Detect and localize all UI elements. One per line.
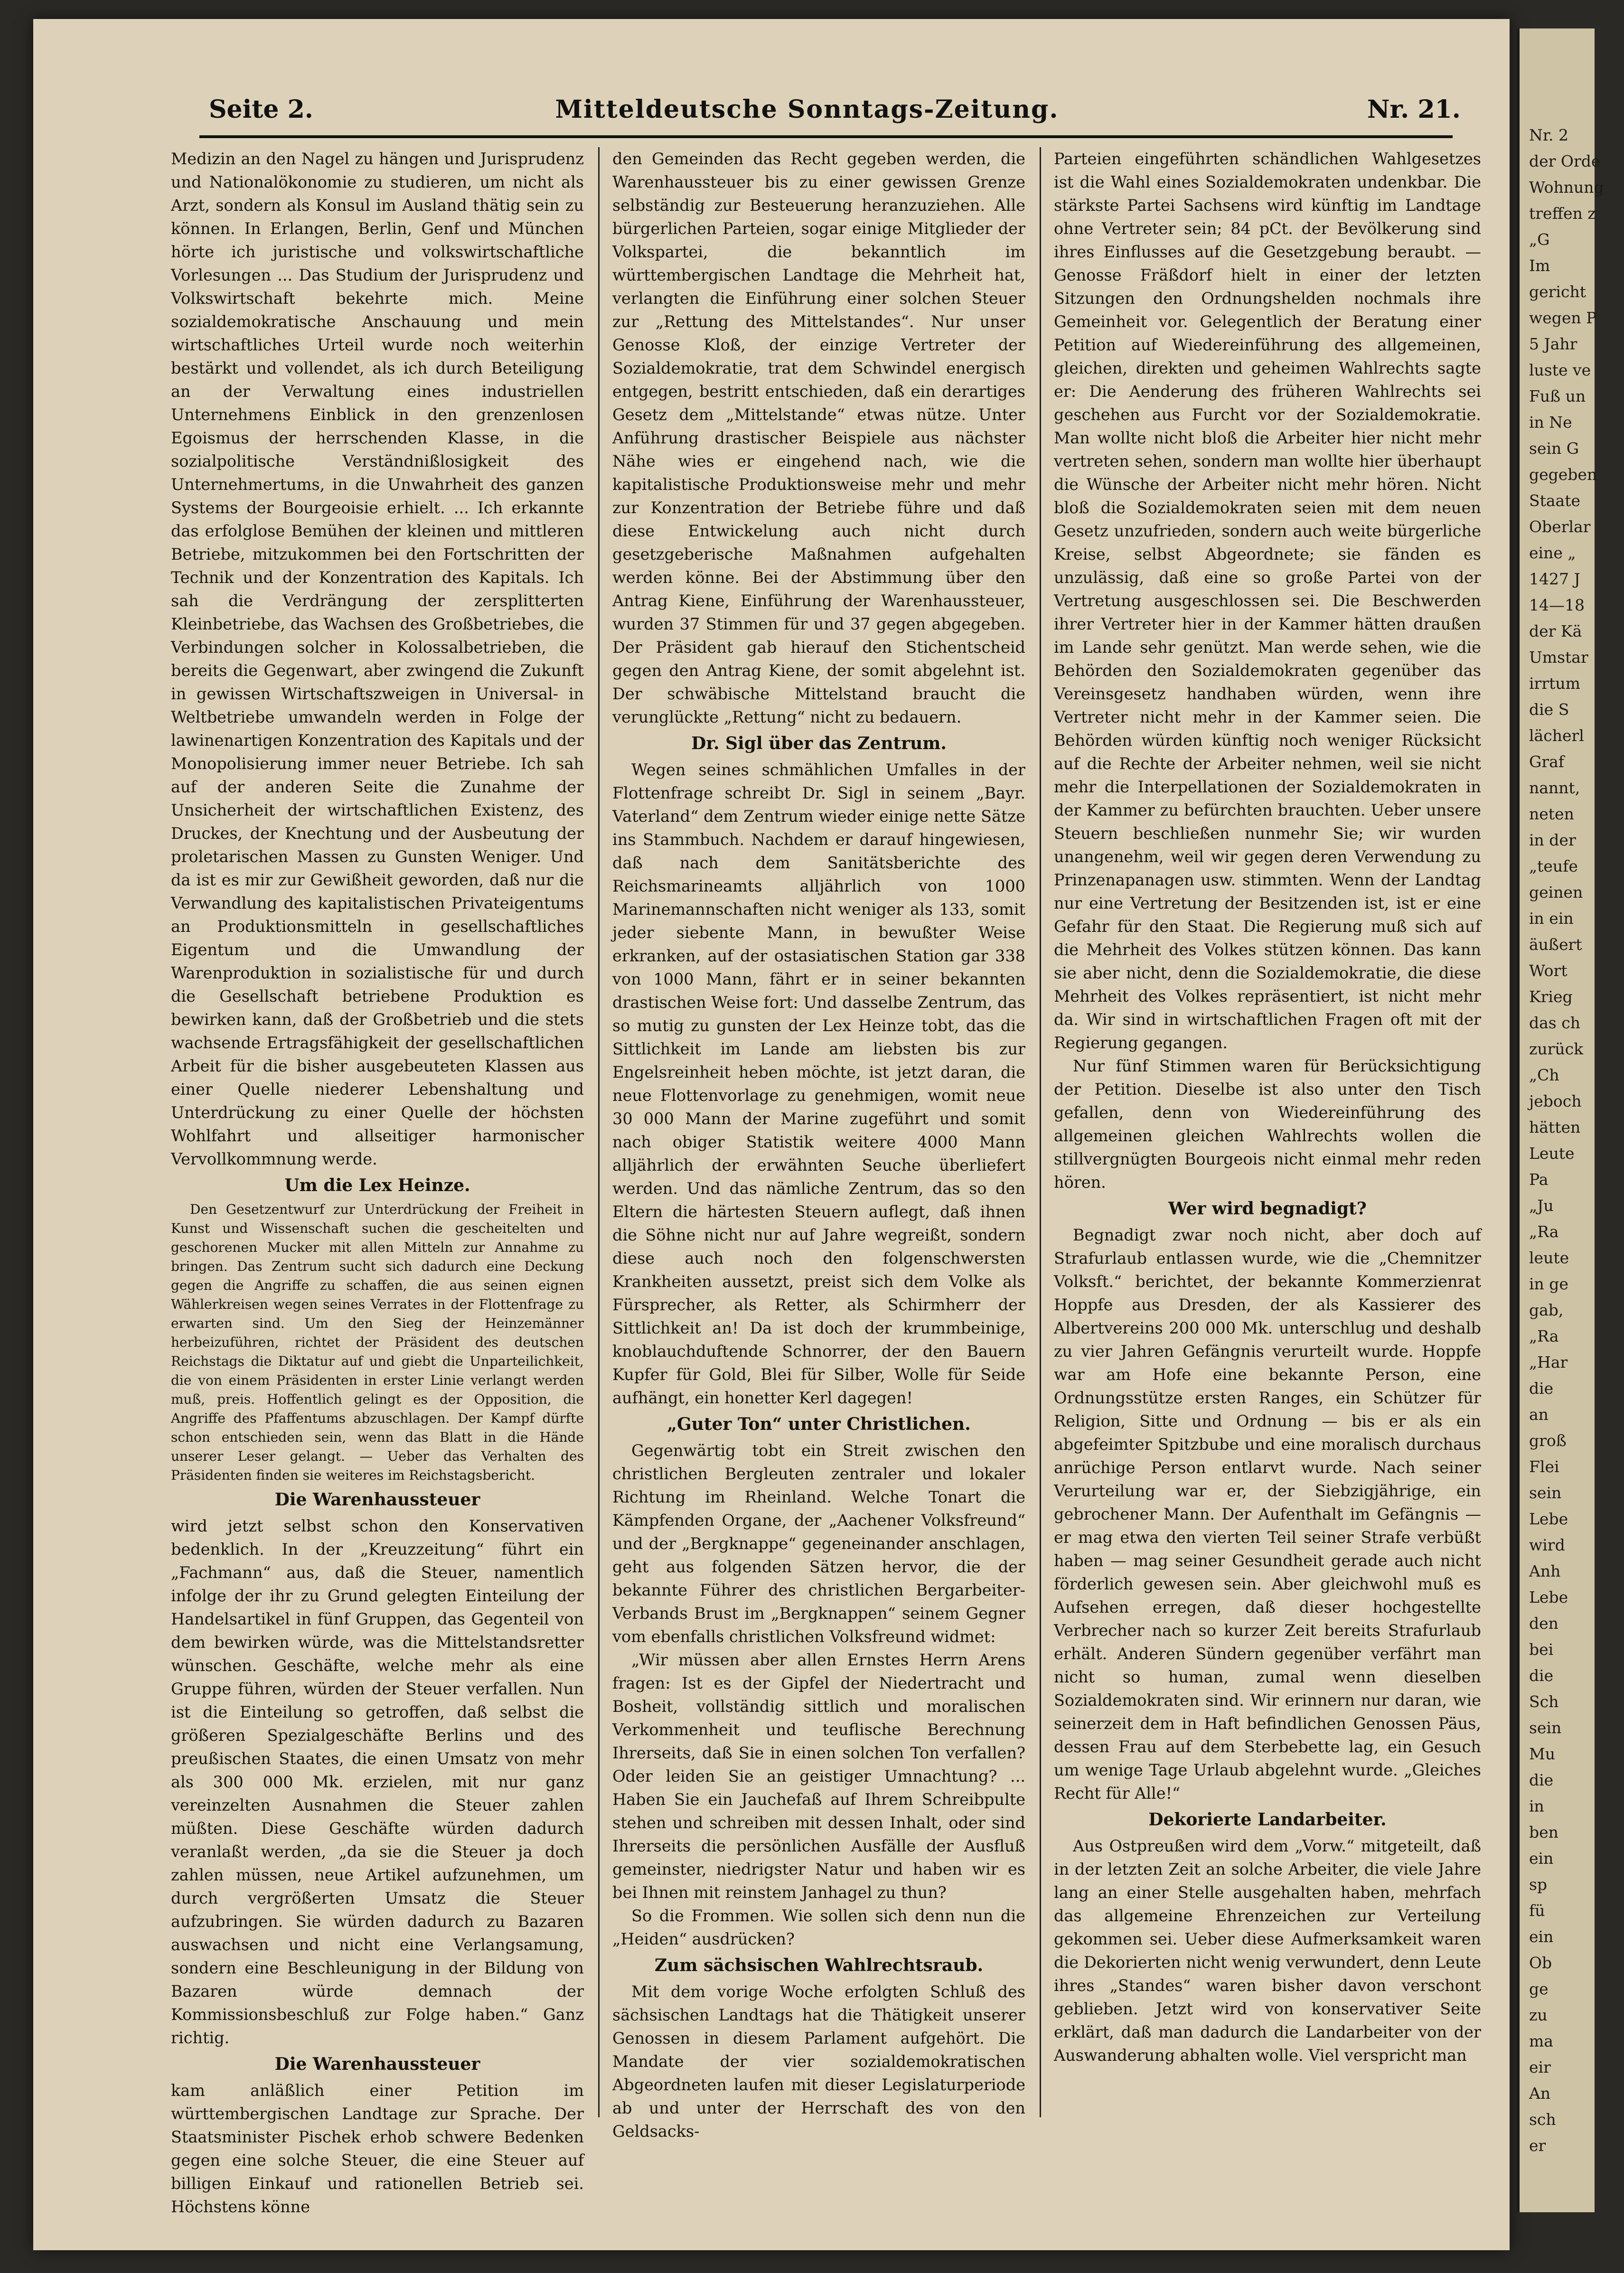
adjacent-page-fragment: sp — [1529, 1875, 1548, 1894]
header-rule — [199, 135, 1453, 138]
adjacent-page-fragment: Flei — [1529, 1457, 1559, 1476]
article-text: Aus Ostpreußen wird dem „Vorw.“ mitgeteilt, daß in der letzten Zeit an solche Arbeiter, die viele Jahre lang an einer Stelle ausgehalten haben, mehrfach das allgemeine Ehrenzeichen zur Verteilung gekommen sei. Ueber diese Aufmerksamkeit waren die Dekorierten nicht wenig verwundert, denn Leute ihres „Standes“ waren bisher davon verschont geblieben. Jetzt wird von konservativer Seite erklärt, daß man dadurch die Landarbeiter von der Auswanderung abhalten wolle. Viel verspricht man — [1054, 1837, 1481, 2065]
adjacent-page-fragment: ein — [1529, 1849, 1554, 1868]
article-text: wird jetzt selbst schon den Konservativen bedenklich. In der „Kreuzzeitung“ führt ein „Fachmann“ aus, daß die Steuer, namentlich infolge der ihr zu Grund gelegten Einteilung der Handelsartikel in fünf Gruppen, das Gegenteil von dem bewirken würde, was die Mittelstandsretter wünschen. Geschäfte, welche mehr als eine Gruppe führen, würden der Steuer verfallen. Nun ist die Einteilung so getroffen, daß selbst die größeren Spezialgeschäfte Berlins und des preußischen Staates, die einen Umsatz von mehr als 300 000 Mk. erzielen, mit nur ganz vereinzelten Ausnahmen die Steuer zahlen müßten. Diese Geschäfte würden dadurch veranlaßt werden, „da sie die Steuer ja doch zahlen müssen, neue Artikel aufzunehmen, um durch vergrößerten Umsatz die Steuer aufzubringen. Sie würden dadurch zu Bazaren auswachsen und nicht eine Verlangsamung, sondern eine Beschleunigung in der Bildung von Bazaren würde demnach der Kommissionsbeschluß zur Folge haben.“ Ganz richtig. — [171, 1517, 584, 2047]
adjacent-page-fragment: wegen P — [1529, 309, 1597, 327]
adjacent-page-fragment: ein — [1529, 1927, 1554, 1946]
adjacent-page-fragment: an — [1529, 1405, 1549, 1424]
adjacent-page-fragment: Im — [1529, 256, 1550, 275]
article-text: So die Frommen. Wie sollen sich denn nun die „Heiden“ ausdrücken? — [612, 1907, 1025, 1948]
column-divider — [598, 147, 600, 2117]
article-heading: Um die Lex Heinze. — [284, 1175, 470, 1195]
issue-number: Nr. 21. — [1367, 95, 1461, 124]
adjacent-page-fragment: Fuß un — [1529, 387, 1586, 405]
adjacent-page-fragment: lächerl — [1529, 726, 1584, 745]
adjacent-page-fragment: hätten — [1529, 1118, 1581, 1136]
adjacent-page-fragment: der Kä — [1529, 622, 1582, 640]
adjacent-page-fragment: bei — [1529, 1640, 1554, 1659]
adjacent-page-fragment: sch — [1529, 2110, 1556, 2129]
adjacent-page-fragment: gegeben — [1529, 465, 1597, 484]
adjacent-page-fragment: Graf — [1529, 752, 1565, 771]
page-number: Seite 2. — [209, 95, 313, 124]
adjacent-page-fragment: ge — [1529, 1980, 1549, 1998]
adjacent-page-fragment: zu — [1529, 2006, 1548, 2024]
adjacent-page-fragment: das ch — [1529, 1014, 1580, 1032]
adjacent-page-fragment: eine „ — [1529, 544, 1576, 562]
adjacent-page-fragment: gericht — [1529, 282, 1586, 301]
adjacent-page-fragment: äußert — [1529, 935, 1582, 954]
adjacent-page-fragment: 1427 J — [1529, 570, 1580, 588]
adjacent-page-fragment: jeboch — [1529, 1092, 1582, 1110]
adjacent-page-fragment: Lebe — [1529, 1510, 1568, 1528]
column-divider — [1040, 147, 1041, 2117]
article-text: kam anläßlich einer Petition im württembergischen Landtage zur Sprache. Der Staatsminister Pischek erhob schwere Bedenken gegen eine solche Steuer, die eine Steuer auf billigen Einkauf und rationellen Betrieb sei. Höchstens könne — [171, 2081, 584, 2216]
adjacent-page-fragment: eir — [1529, 2058, 1551, 2076]
adjacent-page-fragment: Krieg — [1529, 987, 1573, 1006]
adjacent-page-fragment: fü — [1529, 1901, 1545, 1920]
adjacent-page-fragment: „G — [1529, 230, 1550, 249]
adjacent-page-fragment: die S — [1529, 700, 1569, 719]
article-heading: Dekorierte Landarbeiter. — [1148, 1810, 1387, 1830]
adjacent-page-fragment: gab, — [1529, 1301, 1564, 1319]
adjacent-page-fragment: Sch — [1529, 1692, 1559, 1711]
adjacent-page-fragment: 5 Jahr — [1529, 335, 1577, 353]
adjacent-page-fragment: der Orde — [1529, 152, 1601, 170]
article-heading: „Guter Ton“ unter Christlichen. — [667, 1414, 971, 1434]
article-text: Begnadigt zwar noch nicht, aber doch auf Strafurlaub entlassen wurde, wie die „Chemnitzer Volksft.“ berichtet, der bekannte Kommerzienrat Hoppfe aus Dresden, der als Kassierer des Albertvereins 200 000 Mk. unterschlug und deshalb zu vier Jahren Gefängnis verurteilt wurde. Hoppfe war am Hofe eine bekannte Person, eine Ordnungsstütze ersten Ranges, ein Schützer für Religion, Sitte und Ordnung — bis er als ein abgefeimter Spitzbube und eine moralisch durchaus anrüchige Person entlarvt wurde. Nach seiner Verurteilung war er, der Siebzigjährige, ein gebrochener Mann. Der Aufenthalt im Gefängnis — er mag etwa den vierten Teil seiner Strafe verbüßt haben — mag seiner Gesundheit gerade auch nicht förderlich gewesen sein. Aber gleichwohl muß es Aufsehen erregen, daß dieser hochgestellte Verbrecher nach so kurzer Zeit bereits Strafurlaub erhält. Anderen Sündern gegenüber verfährt man nicht so human, zumal wenn dieselben Sozialdemokraten sind. Wir erinnern nur daran, wie seinerzeit dem in Haft befindlichen Genossen Päus, dessen Frau auf dem Sterbebette lag, ein Gesuch um wenige Tage Urlaub abgelehnt wurde. „Gleiches Recht für Alle!“ — [1054, 1226, 1481, 1803]
adjacent-page-fragment: Pa — [1529, 1170, 1549, 1189]
adjacent-page-fragment: geinen — [1529, 883, 1583, 902]
adjacent-page-fragment: Lebe — [1529, 1588, 1568, 1606]
article-text: den Gemeinden das Recht gegeben werden, die Warenhaussteuer bis zu einer gewissen Grenze selbständig zur Besteuerung heranzuziehen. Alle bürgerlichen Parteien, sogar einige Mitglieder der Volkspartei, die bekanntlich im württembergischen Landtage die Mehrheit hat, verlangten die Einführung einer solchen Steuer zur „Rettung des Mittelstandes“. Nur unser Genosse Kloß, der einzige Vertreter der Sozialdemokratie, trat dem Schwindel energisch entgegen, bestritt entschieden, daß ein derartiges Gesetz dem „Mittelstande“ etwas nütze. Unter Anführung drastischer Beispiele aus nächster Nähe wies er eingehend nach, wie die kapitalistische Produktionsweise mehr und mehr zur Konzentration der Betriebe führe und daß diese Entwickelung auch nicht durch gesetzgeberische Maßnahmen aufgehalten werden könne. Bei der Abstimmung über den Antrag Kiene, Einführung der Warenhaussteuer, wurden 37 Stimmen für und 37 gegen abgegeben. Der Präsident gab hierauf den Stichentscheid gegen den Antrag Kiene, der somit abgelehnt ist. Der schwäbische Mittelstand braucht die verunglückte „Rettung“ nicht zu bedauern. — [612, 150, 1025, 726]
adjacent-page-fragment: die — [1529, 1379, 1554, 1398]
article-heading: Die Warenhaussteuer — [274, 1490, 480, 1510]
adjacent-page-fragment: Umstar — [1529, 648, 1588, 667]
adjacent-page-fragment: Leute — [1529, 1144, 1575, 1163]
article-text: Den Gesetzentwurf zur Unterdrückung der Freiheit in Kunst und Wissenschaft suchen die gescheitelten und geschorenen Mucker mit allen Mitteln zur Annahme zu bringen. Das Zentrum sucht sich dadurch eine Deckung gegen die Angriffe zu schaffen, die aus seinen eignen Wählerkreisen wegen seines Verrates in der Flottenfrage zu erwarten sind. Um den Sieg der Heinzemänner herbeizuführen, richtet der Präsident des deutschen Reichstags die Diktatur auf und giebt die Unparteilichkeit, die von einem Präsidenten in erster Linie verlangt werden muß, preis. Hoffentlich gelingt es der Opposition, die Angriffe des Pfaffentums abzuschlagen. Der Kampf dürfte schon entschieden sein, wenn das Blatt in die Hände unserer Leser gelangt. — Ueber das Verhalten des Präsidenten finden sie weiteres im Reichstagsbericht. — [171, 1202, 584, 1483]
adjacent-page-fragment: sein G — [1529, 439, 1579, 458]
adjacent-page-fragment: nannt, — [1529, 779, 1580, 797]
article-text: „Wir müssen aber allen Ernstes Herrn Arens fragen: Ist es der Gipfel der Niedertracht und Bosheit, vollständig sittlich und moralischen Verkommenheit und teuflische Berechnung Ihrerseits, daß Sie in einen solchen Ton verfallen? Oder leiden Sie an geistiger Umnachtung? ... Haben Sie ein Jauchefaß auf Ihrem Schreibpulte stehen und schreiben mit dessen Inhalt, oder sind Ihrerseits die persönlichen Ausfälle der Ausfluß gemeinster, niedrigster Natur und haben wir es bei Ihnen mit reinstem Janhagel zu thun? — [612, 1651, 1025, 1902]
adjacent-page-fragment: in ge — [1529, 1275, 1568, 1293]
adjacent-page-fragment: Anh — [1529, 1562, 1561, 1580]
adjacent-page-fragment: die — [1529, 1771, 1554, 1789]
article-text: Mit dem vorige Woche erfolgten Schluß des sächsischen Landtags hat die Thätigkeit unserer Genossen in diesem Parlament aufgehört. Die Mandate der vier sozialdemokratischen Abgeordneten laufen mit dieser Legislaturperiode ab und unter der Herrschaft des von den Geldsacks- — [612, 1982, 1025, 2141]
adjacent-page-fragment: in Ne — [1529, 413, 1572, 432]
article-heading: Zum sächsischen Wahlrechtsraub. — [654, 1955, 984, 1975]
article-heading: Die Warenhaussteuer — [274, 2054, 480, 2074]
column-3 — [1054, 147, 1481, 2117]
adjacent-page-fragment: Wort — [1529, 961, 1568, 980]
adjacent-page-fragment: „Har — [1529, 1353, 1568, 1371]
newspaper-title: Mitteldeutsche Sonntags-Zeitung. — [555, 95, 1059, 124]
adjacent-page-fragment: die — [1529, 1666, 1554, 1685]
adjacent-page-fragment: groß — [1529, 1431, 1567, 1450]
adjacent-page-fragment: „Ra — [1529, 1327, 1559, 1345]
adjacent-page-fragment: 14—18 — [1529, 596, 1585, 614]
article-text: Parteien eingeführten schändlichen Wahlgesetzes ist die Wahl eines Sozialdemokraten undenkbar. Die stärkste Partei Sachsens wird künftig im Landtage ohne Vertreter sein; 84 pCt. der Bevölkerung sind ihres Einflusses auf die Gesetzgebung beraubt. — Genosse Fräßdorf hielt in einer der letzten Sitzungen den Ordnungshelden nochmals ihre Gemeinheit vor. Gelegentlich der Beratung einer Petition auf Wiedereinführung des allgemeinen, gleichen, direkten und geheimen Wahlrechts sagte er: Die Aenderung des früheren Wahlrechts sei geschehen aus Furcht vor der Sozialdemokratie. Man wollte nicht bloß die Arbeiter hier nicht mehr vertreten sehen, sondern man wollte hier überhaupt die Wünsche der Arbeiter nicht mehr hören. Nicht bloß die Sozialdemokraten seien mit dem neuen Gesetz unzufrieden, sondern auch weite bürgerliche Kreise, selbst Abgeordnete; sie fänden es unzulässig, daß eine so große Partei von der Vertretung ausgeschlossen sei. Die Beschwerden ihrer Vertreter hier in der Kammer hätten draußen im Lande sehr genützt. Man werde sehen, wie die Behörden den Sozialdemokraten gegenüber das Vereinsgesetz handhaben würden, wenn ihre Vertreter nicht mehr in der Kammer seien. Die Behörden würden künftig noch weniger Rücksicht auf die Rechte der Arbeiter nehmen, weil sie nicht mehr die Interpellationen der Sozialdemokraten in der Kammer zu befürchten brauchten. Ueber unsere Steuern beschließen nunmehr Sie; wir wurden unangenehm, weil wir gegen deren Verwendung zu Prinzenapanagen usw. stimmten. Wenn der Landtag nur eine Vertretung der Besitzenden ist, ist er eine Gefahr für den Staat. Die Regierung muß sich auf die Mehrheit des Volkes stützen können. Das kann sie aber nicht, denn die Sozialdemokratie, die diese Mehrheit des Volkes repräsentiert, ist nicht mehr da. Wir sind in wirtschaftlichen Fragen oft mit der Regierung gegangen. — [1054, 150, 1481, 1052]
adjacent-page-fragment: leute — [1529, 1249, 1569, 1267]
adjacent-page-fragment: zurück — [1529, 1040, 1584, 1058]
adjacent-page-fragment: Staate — [1529, 491, 1581, 510]
column-2 — [612, 147, 1025, 2141]
adjacent-page-fragment: irrtum — [1529, 674, 1580, 693]
adjacent-page-fragment: Oberlar — [1529, 517, 1591, 536]
adjacent-page-fragment: Wohnung — [1529, 178, 1604, 197]
adjacent-page-fragment: ma — [1529, 2032, 1553, 2050]
column-1 — [171, 147, 584, 2216]
adjacent-page-fragment: „teufe — [1529, 857, 1578, 875]
adjacent-page-fragment: wird — [1529, 1536, 1565, 1554]
adjacent-page-fragment: „Ra — [1529, 1222, 1559, 1241]
adjacent-page-fragment: „Ch — [1529, 1066, 1559, 1084]
article-heading: Dr. Sigl über das Zentrum. — [691, 733, 947, 753]
adjacent-page-fragment: Mu — [1529, 1745, 1556, 1763]
article-heading: Wer wird begnadigt? — [1168, 1199, 1367, 1219]
article-text: Medizin an den Nagel zu hängen und Jurisprudenz und Nationalökonomie zu studieren, um nicht als Arzt, sondern als Konsul im Ausland thätig sein zu können. In Erlangen, Berlin, Genf und München hörte ich juristische und volkswirtschaftliche Vorlesungen ... Das Studium der Jurisprudenz und Volkswirtschaft bekehrte mich. Meine sozialdemokratische Anschauung und mein wirtschaftliches Urteil wurde noch weiterhin bestärkt und vollendet, als ich durch Beteiligung an der Verwaltung eines industriellen Unternehmens Einblick in den grenzenlosen Egoismus der herrschenden Klasse, in die sozialpolitische Verständnißlosigkeit des Unternehmertums, in die Unwahrheit des ganzen Systems der Bourgeoisie erhielt. ... Ich erkannte das erfolglose Bemühen der kleinen und mittleren Betriebe, mitzukommen bei den Fortschritten der Technik und der Konzentration des Kapitals. Ich sah die Verdrängung der zersplitterten Kleinbetriebe, das Wachsen des Großbetriebes, die Verbindungen solcher in Kolossalbetrieben, die bereits die Gegenwart, aber zwingend die Zukunft in gewissen Wirtschaftszweigen in Universal- in Weltbetriebe umwandeln werden in Folge der lawinenartigen Konzentration des Kapitals und der Monopolisierung immer neuer Betriebe. Ich sah auf der anderen Seite die Zunahme der Unsicherheit der wirtschaftlichen Existenz, des Druckes, der Knechtung und der Ausbeutung der proletarischen Massen zu Gunsten Weniger. Und da ist es mir zur Gewißheit geworden, daß nur die Verwandlung des kapitalistischen Privateigentums an Produktionsmitteln in gesellschaftliches Eigentum und die Umwandlung der Warenproduktion in sozialistische für und durch die Gesellschaft betriebene Produktion es bewirken kann, daß der Großbetrieb und die stets wachsende Ertragsfähigkeit der gesellschaftlichen Arbeit für die bisher ausgebeuteten Klassen aus einer Quelle niederer Lebenshaltung und Unterdrückung zu einer Quelle der höchsten Wohlfahrt und allseitiger harmonischer Vervollkommnung werde. — [171, 150, 584, 1168]
adjacent-page-fragment: er — [1529, 2136, 1546, 2155]
article-text: Nur fünf Stimmen waren für Berücksichtigung der Petition. Dieselbe ist also unter den Tisch gefallen, denn von Wiedereinführung des allgemeinen gleichen Wahlrechts wollen die stillvergnügten Bourgeois nicht einmal mehr reden hören. — [1054, 1057, 1481, 1192]
adjacent-page-fragment: neten — [1529, 805, 1574, 823]
adjacent-page-fragment: den — [1529, 1614, 1558, 1633]
adjacent-page-fragment: sein — [1529, 1719, 1562, 1737]
adjacent-page-fragment: in — [1529, 1797, 1544, 1815]
adjacent-page-fragment: luste ve — [1529, 361, 1591, 379]
adjacent-page-fragment: An — [1529, 2084, 1551, 2103]
article-text: Gegenwärtig tobt ein Streit zwischen den christlichen Bergleuten zentraler und lokaler Richtung im Rheinland. Welche Tonart die Kämpfenden Organe, der „Aachener Volksfreund“ und der „Bergknappe“ gegeneinander anschlagen, geht aus folgenden Sätzen hervor, die der bekannte Führer des christlichen Bergarbeiter-Verbands Brust im „Bergknappen“ seinem Gegner vom ebenfalls christlichen Volksfreund widmet: — [612, 1441, 1025, 1646]
adjacent-page-edge — [1517, 28, 1604, 2212]
adjacent-page-fragment: treffen z — [1529, 204, 1596, 223]
adjacent-page-fragment: Nr. 2 — [1529, 126, 1568, 144]
adjacent-page-fragment: in ein — [1529, 909, 1574, 928]
adjacent-page-fragment: in der — [1529, 831, 1576, 849]
adjacent-page-fragment: Ob — [1529, 1954, 1552, 1972]
page-header — [47, 81, 1495, 138]
newspaper-page — [33, 19, 1510, 2250]
adjacent-page-fragment: ben — [1529, 1823, 1558, 1841]
adjacent-page-fragment: sein — [1529, 1484, 1562, 1502]
adjacent-page-fragment: „Ju — [1529, 1196, 1554, 1215]
article-text: Wegen seines schmählichen Umfalles in der Flottenfrage schreibt Dr. Sigl in seinem „Bayr. Vaterland“ dem Zentrum wieder einige nette Sätze ins Stammbuch. Nachdem er darauf hingewiesen, daß nach dem Sanitätsberichte des Reichsmarineamts alljährlich von 1000 Marinemannschaften nicht weniger als 133, somit jeder siebente Mann, in bewußter Weise erkranken, auf der ostasiatischen Station gar 338 von 1000 Mann, fährt er in seiner bekannten drastischen Weise fort: Und dasselbe Zentrum, das so mutig zu gunsten der Lex Heinze tobt, das die Sittlichkeit im Lande am liebsten bis zur Engelsreinheit heben möchte, ist jetzt daran, die neue Flottenvorlage zu genehmigen, womit neue 30 000 Mann der Marine zugeführt und somit nach obiger Statistik weitere 4000 Mann alljährlich der erwähnten Seuche überliefert werden. Und das nämliche Zentrum, das so den Eltern die härtesten Steuern auflegt, daß ihnen die Söhne nicht nur auf Jahre wegreißt, sondern diese auch noch den folgenschwersten Krankheiten aussetzt, preist sich dem Volke als Fürsprecher, als Retter, als Schirmherr der Sittlichkeit an! Da ist doch der krummbeinige, knoblauchduftende Schnorrer, der den Bauern Kupfer für Gold, Blei für Silber, Wolle für Seide aufhängt, ein honetter Kerl dagegen! — [612, 761, 1025, 1407]
